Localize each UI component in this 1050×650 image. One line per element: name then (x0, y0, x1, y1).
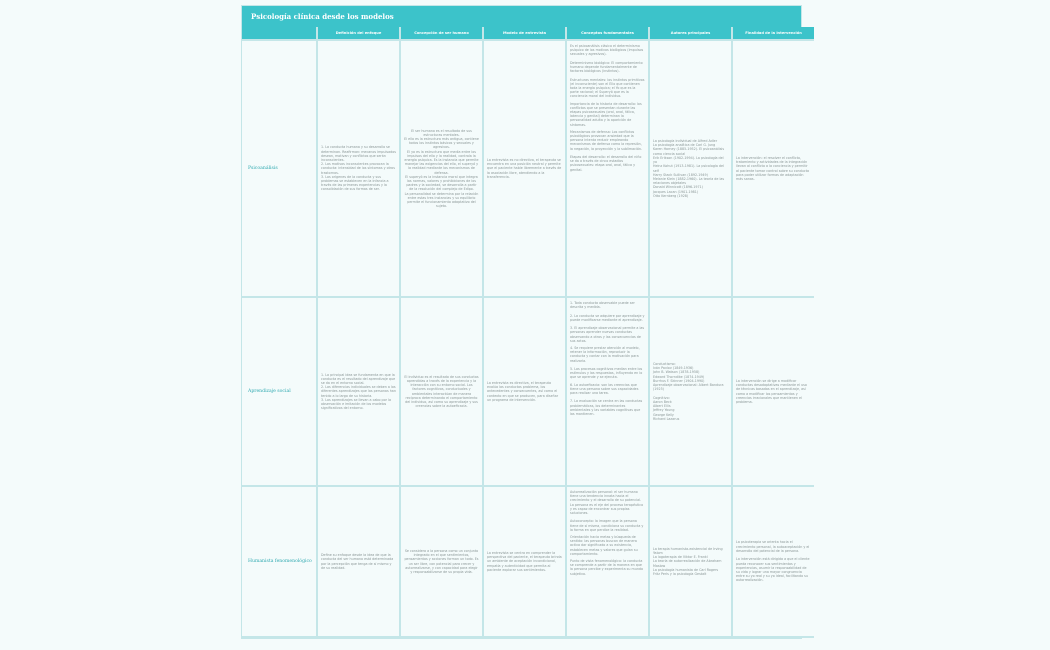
concept-paragraph: Mecanismos de defensa: Los conflictos psicológicos provocan ansiedad que la persona intenta reducir empleando mecanismos de defensa como la represión, la negación, la proyección y la sublimación. Etapas del desarrollo: el desarrollo del niño se da a través de cinco estadios psicosexuales: etapa oral, anal, fálica y genital. (570, 129, 643, 172)
cell-finalidad: La intervención se dirige a modificar conductas desadaptativas mediante el uso de técnicas basadas en el aprendizaje, así como a modificar los pensamientos y creencias irracionales que mantienen el problema. (733, 298, 814, 487)
concept-paragraph: Autorrealización personal: el ser humano tiene una tendencia innata hacia el crecimiento y el desarrollo de su potencial. La persona es el eje del proceso terapéutico y es capaz de encontrar sus propias soluciones. Autoconcepto: la imagen que la persona tiene de sí misma, condiciona su conducta y la forma en que percibe la realidad. (570, 490, 644, 532)
header-finalidad: Finalidad de la intervención (733, 27, 814, 41)
concept-paragraph: Punto de vista fenomenológico: la conducta se comprende a partir de la manera en que la persona percibe y experimenta su mundo subjetivo. (570, 559, 644, 576)
header-definicion: Definición del enfoque (318, 27, 399, 41)
cell-finalidad: La psicoterapia se orienta hacia el crecimiento personal, la autoaceptación y el desarrollo del potencial de la persona. La intervención está dirigida a que el cliente pueda reconocer sus sentimientos y experiencias, asumir la responsabilidad de su vida y lograr una mayor congruencia entre su yo real y su yo ideal, facilitando su autorrealización. (733, 487, 814, 638)
concept-paragraph: 1. Toda conducta observable puede ser descrita y medida. 2. La conducta se adquiere por aprendizaje y puede modificarse mediante el aprendizaje. 3. El aprendizaje observacional permite a las personas aprender nuevas conductas observando a otros y las consecuencias de sus actos. (570, 301, 645, 343)
header-corner (242, 27, 316, 41)
header-modelo: Modelo de entrevista (484, 27, 565, 41)
row-title-humanista: Humanista fenomenológico (242, 487, 316, 638)
cell-modelo: La entrevista se centra en comprender la perspectiva del paciente, el terapeuta brinda un ambiente de aceptación incondicional, empatía y autenticidad que permita al paciente explorar sus sentimientos. (484, 487, 565, 638)
comparison-table (241, 5, 810, 639)
cell-definicion: 1. La conducta humana y su desarrollo se determinan. Reafirman: mecanos impulsados desean, motivan y conflictos que serán inconscientes. 2. Los motivos inconscientes provocan la conducta: intensidad de los síntomas y otros trastornos. 3. Los orígenes de la conducta y sus problemas se establecen en la infancia a través de las primeras experiencias y la consolidación de sus formas de ser. (318, 41, 399, 298)
header-conceptos: Conceptos fundamentales (567, 27, 648, 41)
cell-conceptos (567, 487, 648, 638)
concept-paragraph: Importancia de la historia de desarrollo: los conflictos que se presentan durante las etapas psicosexuales (oral, anal, fálica, latencia y genital) determinan la personalidad adulta y la aparición de síntomas. (570, 101, 642, 127)
concept-paragraph: Es el psicoanálisis clásico el determinismo psíquico de los motivos biológicos (impulsos sexuales y agresivos). Determinismo biológico: El comportamiento humano depende fundamentalmente de factores biológicos (instintos). Estructuras mentales: los instintos primitivos (el inconsciente) son el Ello que contienen toda la energía psíquica; el Yo que es la parte racional; el Superyó que es la conciencia moral del individuo. (570, 44, 645, 99)
row-title-aprendizaje-social: Aprendizaje social (242, 298, 316, 487)
cell-conceptos (567, 298, 648, 487)
cell-definicion: 1. La principal idea se fundamenta en que la conducta es el resultado del aprendizaje que se da en el entorno social. 2. Las diferencias individuales se deben a los diferentes aprendizajes que las personas han tenido a lo largo de su historia. 3. Los aprendizajes se llevan a cabo por la observación e imitación de los modelos significativos del entorno. (318, 298, 399, 487)
concept-paragraph: 4. Se requiere prestar atención al modelo, retener la información, reproducir la conducta y contar con la motivación para realizarla. 5. Los procesos cognitivos median entre los estímulos y las respuestas, influyendo en lo que se aprende y se ejecuta. (570, 346, 643, 380)
concept-paragraph: Orientación hacia metas y búsqueda de sentido: las personas buscan de manera activa dar significado a su existencia, establecen metas y valores que guían su comportamiento. (570, 535, 638, 556)
cell-autores: La terapia humanista-existencial de Irving Yalom La logoterapia de Viktor E. Frankl La teoría de autorrealización de Abraham Maslow La psicología humanista de Carl Rogers Fritz Perls y la psicología Gestalt (650, 487, 731, 638)
cell-concepcion: El individuo es el resultado de sus conductas aprendidas a través de la experiencia y la interacción con su entorno social. Los factores cognitivos, conductuales y ambientales interactúan de manera recíproca determinando el comportamiento del individuo, así como su aprendizaje y sus creencias sobre la autoeficacia. (401, 298, 482, 487)
page-title: Psicología clínica desde los modelos (242, 6, 801, 27)
cell-conceptos (567, 41, 648, 298)
cell-concepcion: Se considera a la persona como un conjunto integrado en el que sentimientos, pensamientos y acciones forman un todo. Es un ser libre, con potencial para crecer y autorrealizarse, y con capacidad para elegir y responsabilizarse de su propia vida. (401, 487, 482, 638)
cell-modelo: La entrevista es directiva, el terapeuta evalúa las conductas problema, los antecedentes y consecuentes, así como el contexto en que se producen, para diseñar un programa de intervención. (484, 298, 565, 487)
header-autores: Autores principales (650, 27, 731, 41)
cell-concepcion: El ser humano es el resultado de sus estructuras mentales. El ello es la estructura más antigua, contiene todos los instintos básicos y sexuales y agresivos. El yo es la estructura que media entre los impulsos del ello y la realidad, controla la energía psíquica. Es la instancia que permite manejar las exigencias del ello, el superyó y la realidad mediante los mecanismos de defensa. El superyó es la instancia moral que integra las normas, valores y prohibiciones de los padres y la sociedad, se desarrolla a partir de la resolución del complejo de Edipo. La personalidad se determina por la relación entre estas tres instancias y su equilibrio permite el funcionamiento adaptativo del sujeto. (401, 41, 482, 298)
row-title-psicoanalisis: Psicoanálisis (242, 41, 316, 298)
concept-paragraph: 6. La autoeficacia: son las creencias que tiene una persona sobre sus capacidades para realizar una tarea. 7. La evaluación se centra en las conductas problemáticas, los determinantes ambientales y las variables cognitivas que las mantienen. (570, 382, 643, 417)
table-grid (242, 27, 810, 638)
cell-finalidad: La intervención: el resolver el conflicto, tratamiento y actividades de la integración llevan al conflicto a la conciencia y permitir al paciente tomar control sobre su conducta para poder utilizar formas de adaptación más sanas. (733, 41, 814, 298)
cell-autores: Conductismo: Iván Pavlov (1849-1936) John B. Watson (1878-1958) Edward Thorndike (1874-1949) Burrhus F. Skinner (1904-1990) Aprendizaje observacional: Albert Bandura (1925) Cognitivo: Aaron Beck Albert Ellis Jeffrey Young George Kelly Richard Lazarus (650, 298, 731, 487)
cell-definicion: Define su enfoque desde la idea de que la conducta del ser humano está determinada por la percepción que tenga de sí mismo y de su realidad. (318, 487, 399, 638)
cell-modelo: La entrevista es no directiva, el terapeuta se encuentra en una posición neutral y permite que el paciente hable libremente a través de la asociación libre, atendiendo a la transferencia. (484, 41, 565, 298)
cell-autores: La psicología individual de Alfred Adler La psicología analítica de Carl G. Jung Karen Horney (1885-1952). El psicoanálisis como ciencia social Erik Erikson (1902-1994). La psicología del yo Heinz Kohut (1913-1981). La psicología del self Harry Stack Sullivan (1892-1949) Melanie Klein (1882-1960). La teoría de las relaciones objetales Donald Winnicott (1896-1971) Jacques Lacan (1901-1981) Otto Kernberg (1928) (650, 41, 731, 298)
header-concepcion: Concepción de ser humano (401, 27, 482, 41)
